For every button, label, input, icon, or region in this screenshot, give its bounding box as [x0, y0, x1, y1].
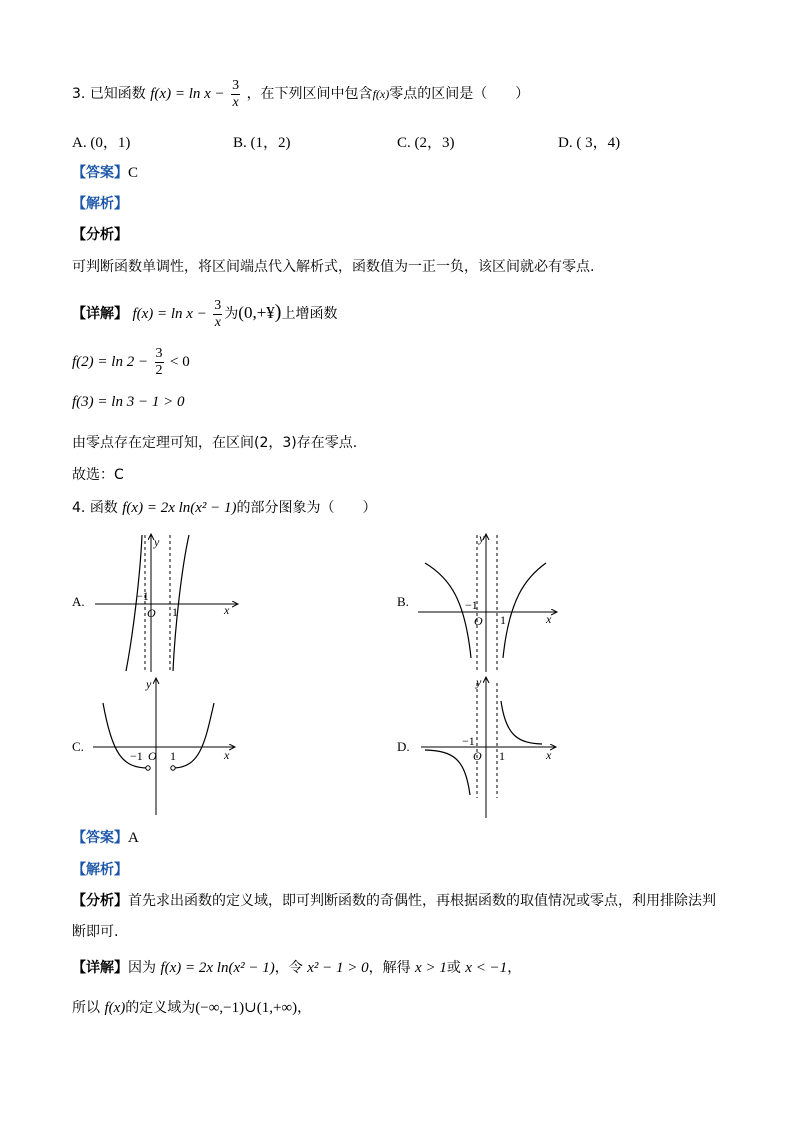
q4-domain-f: f(x): [104, 1000, 126, 1016]
q4-fenxi-text-1: 首先求出函数的定义域，即可判断函数的奇偶性，再根据函数的取值情况或零点，利用排除法判: [128, 893, 716, 909]
one-label: 1: [170, 749, 176, 763]
q4-option-b[interactable]: B.: [397, 594, 409, 609]
x-label: x: [224, 603, 230, 617]
q3-detail: 【详解】 f(x) = ln x − $\frac{3}{x}$ 为(0,+¥)上增函数: [72, 298, 338, 330]
q4-stem-lead: 函数: [89, 500, 118, 516]
q3-answer: [72, 162, 138, 182]
q3-eq1-fraction: [155, 346, 164, 378]
q3-stem-tail: 零点的区间是（ ）: [389, 86, 530, 102]
q4-stem: [72, 497, 377, 517]
q4-detail-a: 因为: [128, 960, 156, 976]
q3-detail-mid: 为: [224, 306, 239, 322]
curve-left: [425, 750, 470, 795]
q4-domain-c: ，: [297, 1000, 312, 1016]
y-label: y: [146, 677, 152, 691]
y-label: y: [154, 535, 160, 549]
q3-detail-frac-den: x: [214, 314, 221, 330]
q3-analysis-label: 【解析】: [72, 196, 128, 212]
origin-label: O: [473, 749, 482, 763]
q3-stem: [72, 76, 529, 112]
q3-fenxi-text: 可判断函数单调性，将区间端点代入解析式，函数值为一正一负，该区间就必有零点.: [72, 259, 595, 275]
q3-eq1: [72, 344, 190, 380]
curve-right: [501, 701, 542, 744]
q4-option-d[interactable]: D.: [397, 739, 410, 754]
q3-fx: f(x): [372, 87, 390, 101]
q3-choice: 故选：C: [72, 467, 124, 483]
q4-graph-a[interactable]: [90, 530, 250, 675]
x-label: x: [546, 612, 552, 626]
origin-label: O: [148, 749, 157, 763]
q3-answer-value: C: [128, 165, 139, 181]
q4-detail-ineq: x² − 1 > 0: [307, 960, 369, 976]
q4-domain-a: 所以: [72, 1000, 100, 1016]
one-label: 1: [500, 613, 506, 627]
q3-eq1-den: 2: [155, 362, 163, 378]
q4-detail-sol1: x > 1: [415, 960, 447, 976]
q4-number: 4.: [72, 500, 86, 516]
q3-option-d[interactable]: D. ( 3，4): [558, 135, 621, 151]
q3-stem-mid: ，在下列区间中包含: [246, 86, 373, 102]
q3-detail-label: 【详解】: [72, 306, 128, 322]
q3-stem-lead: 已知函数: [89, 86, 146, 102]
q4-fenxi-label: 【分析】: [72, 893, 128, 909]
q4-stem-tail: 的部分图象为（ ）: [236, 500, 377, 516]
q4-domain: [72, 997, 311, 1017]
q3-detail-interval: (0,+¥: [238, 303, 275, 322]
q4-graph-c[interactable]: [90, 673, 250, 818]
x-label: x: [224, 748, 230, 762]
curve-right: [173, 703, 214, 768]
curve-left: [126, 535, 142, 671]
q3-fraction: [231, 78, 240, 110]
y-label: y: [479, 531, 485, 545]
curve-right: [173, 535, 189, 671]
q3-conclusion: 由零点存在定理可知，在区间(2，3)存在零点.: [72, 435, 358, 451]
x-label: x: [546, 748, 552, 762]
q3-eq1-tail: < 0: [169, 354, 190, 370]
q4-answer: [72, 827, 139, 847]
q3-option-a[interactable]: A. (0，1): [72, 135, 131, 151]
q4-domain-b: 的定义域为: [125, 1000, 196, 1016]
q4-domain-set: (−∞,−1)∪(1,+∞): [195, 1000, 298, 1016]
origin-label: O: [474, 614, 483, 628]
q4-detail-d: 或: [446, 960, 461, 976]
q4-detail-b: ，令: [274, 960, 303, 976]
neg1-label: −1: [462, 734, 475, 748]
q3-detail-fraction: [213, 298, 222, 330]
q4-answer-value: A: [128, 830, 139, 846]
y-label: y: [476, 675, 482, 689]
q4-fenxi: [72, 890, 716, 910]
q4-detail-e: ，: [507, 960, 522, 976]
q3-number: 3.: [72, 86, 86, 102]
q4-graph-d[interactable]: [415, 673, 575, 823]
q3-detail-tail: 上增函数: [281, 306, 338, 322]
q4-graph-b[interactable]: [415, 530, 575, 675]
q3-option-b[interactable]: B. (1，2): [233, 135, 291, 151]
one-label: 1: [499, 749, 505, 763]
q3-answer-label: 【答案】: [72, 165, 128, 181]
q3-eq2: f(3) = ln 3 − 1 > 0: [72, 394, 185, 410]
one-label: 1: [172, 605, 178, 619]
q4-detail-func: f(x) = 2x ln(x² − 1): [160, 960, 275, 976]
q3-function: f(x) = ln x −: [150, 86, 225, 102]
open-point-left: [146, 766, 150, 770]
q3-fenxi-label: 【分析】: [72, 227, 128, 243]
neg1-label: −1: [465, 598, 478, 612]
q4-option-a[interactable]: A.: [72, 594, 85, 609]
q3-eq1-lead: f(2) = ln 2 −: [72, 354, 149, 370]
q3-eq1-num: 3: [155, 346, 163, 362]
q4-answer-label: 【答案】: [72, 830, 128, 846]
q4-option-c[interactable]: C.: [72, 739, 84, 754]
q4-function: f(x) = 2x ln(x² − 1): [122, 500, 237, 516]
q4-detail-c: ，解得: [368, 960, 411, 976]
q4-detail-sol2: x < −1: [465, 960, 508, 976]
q4-detail: [72, 957, 521, 977]
neg1-label: −1: [136, 589, 149, 603]
q3-option-c[interactable]: C. (2，3): [397, 135, 455, 151]
q3-detail-frac-num: 3: [214, 298, 222, 314]
origin-label: O: [147, 606, 156, 620]
q3-frac-num: 3: [232, 78, 240, 94]
q3-detail-func: f(x) = ln x −: [132, 306, 207, 322]
q3-frac-den: x: [232, 94, 239, 110]
q4-fenxi-text-2: 断即可.: [72, 924, 119, 940]
q4-detail-label: 【详解】: [72, 960, 128, 976]
curve-right: [503, 563, 546, 658]
open-point-right: [171, 766, 175, 770]
q4-analysis-label: 【解析】: [72, 862, 128, 878]
neg1-label: −1: [130, 749, 143, 763]
